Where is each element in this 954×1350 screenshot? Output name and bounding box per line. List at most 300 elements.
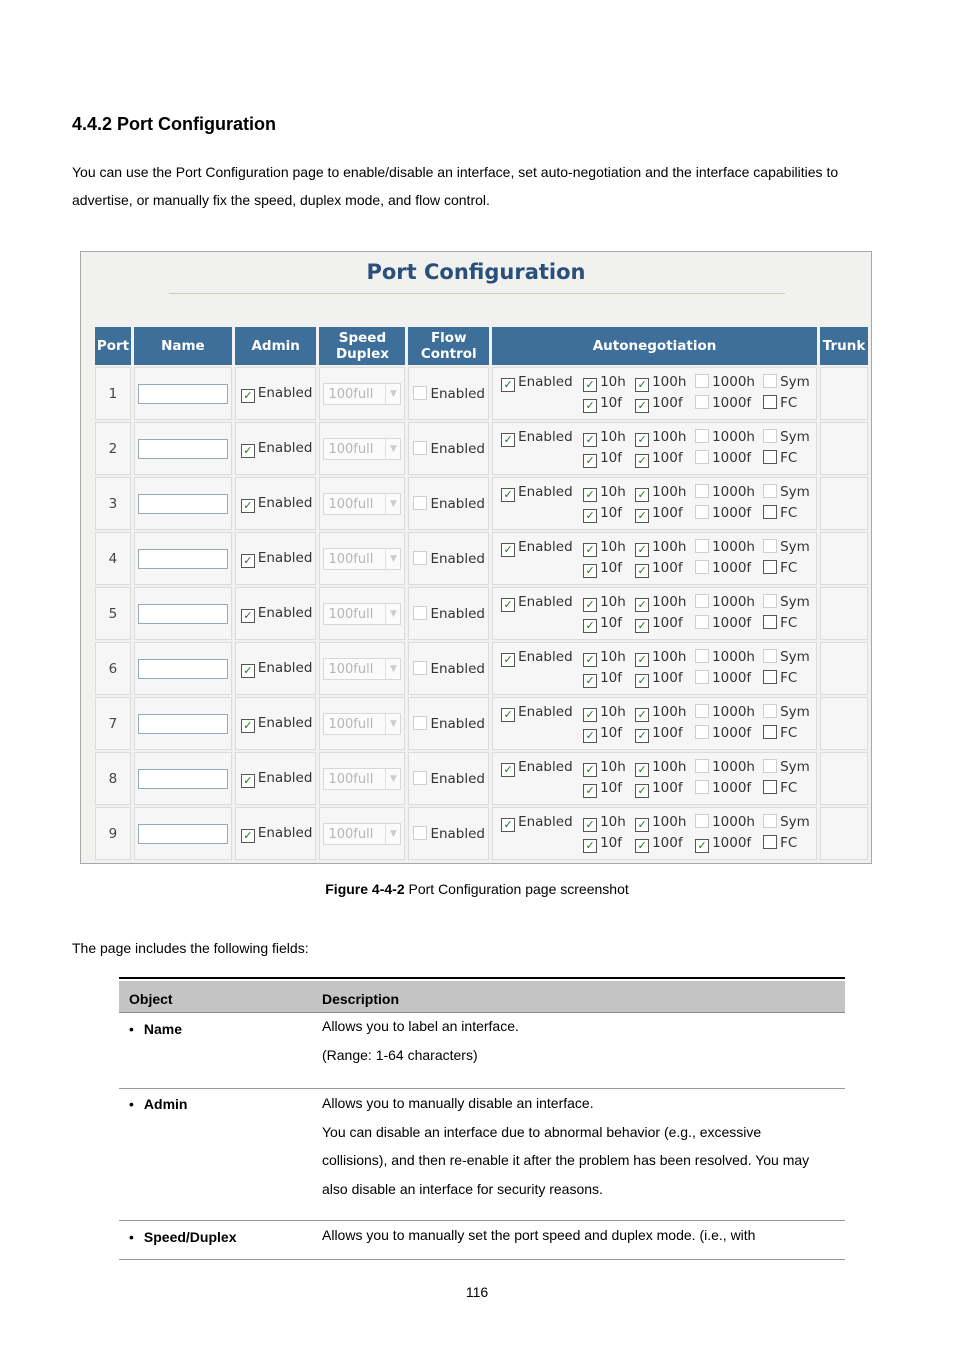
- name-cell: [134, 532, 232, 585]
- checkbox-label: Enabled: [257, 769, 313, 786]
- checkbox-label: 100h: [652, 814, 687, 830]
- checkbox[interactable]: [413, 716, 427, 730]
- checkbox[interactable]: [763, 429, 777, 443]
- checkbox-label: 1000f: [712, 670, 752, 686]
- checkbox-label: 1000f: [712, 450, 752, 466]
- checkbox[interactable]: [763, 670, 777, 684]
- checkbox-label: Enabled: [430, 660, 485, 677]
- port-number: 4: [95, 532, 131, 585]
- name-input[interactable]: [138, 439, 228, 459]
- checkbox[interactable]: [695, 759, 709, 773]
- checkbox[interactable]: ✓: [583, 509, 597, 523]
- checkbox-label: Enabled: [430, 770, 485, 787]
- figure-caption: Figure 4-4-2 Port Configuration page screenshot: [325, 881, 629, 897]
- checkbox-label: FC: [780, 450, 798, 466]
- chevron-down-icon: ▼: [385, 604, 400, 624]
- checkbox[interactable]: ✓: [583, 708, 597, 722]
- port-row: [95, 532, 868, 585]
- admin-cell: [235, 807, 317, 860]
- port-number: 1: [95, 367, 131, 420]
- checkbox[interactable]: [413, 386, 427, 400]
- admin-cell: [235, 477, 317, 530]
- admin-cell: [235, 752, 317, 805]
- flow-control-cell: [408, 807, 489, 860]
- checkbox-label: 1000h: [712, 374, 755, 390]
- checkbox-label: 10h: [600, 429, 626, 445]
- trunk-cell: [820, 642, 868, 695]
- speed-duplex-select[interactable]: 100full ▼: [323, 823, 401, 845]
- name-input[interactable]: [138, 769, 228, 789]
- checkbox[interactable]: ✓: [635, 488, 649, 502]
- admin-cell: [235, 697, 317, 750]
- speed-duplex-select[interactable]: 100full ▼: [323, 658, 401, 680]
- checkbox[interactable]: [763, 780, 777, 794]
- name-cell: [134, 422, 232, 475]
- checkbox[interactable]: ✓: [501, 653, 515, 667]
- admin-cell: [235, 532, 317, 585]
- checkbox[interactable]: ✓: [635, 818, 649, 832]
- checkbox-label: 10f: [600, 560, 623, 576]
- trunk-cell: [820, 807, 868, 860]
- checkbox[interactable]: ✓: [241, 774, 255, 788]
- description-speed-duplex: Allows you to manually set the port speed and duplex mode. (i.e., with: [322, 1227, 756, 1243]
- fields-intro: The page includes the following fields:: [72, 940, 309, 956]
- checkbox[interactable]: [413, 661, 427, 675]
- checkbox-label: 10f: [600, 780, 623, 796]
- checkbox-label: 100f: [652, 505, 683, 521]
- checkbox[interactable]: ✓: [583, 598, 597, 612]
- autonegotiation-cell: [492, 807, 817, 860]
- checkbox[interactable]: ✓: [241, 829, 255, 843]
- table-row: [119, 1013, 845, 1089]
- checkbox[interactable]: ✓: [501, 763, 515, 777]
- checkbox[interactable]: ✓: [635, 653, 649, 667]
- checkbox[interactable]: ✓: [501, 378, 515, 392]
- checkbox-label: 1000h: [712, 539, 755, 555]
- checkbox[interactable]: [763, 395, 777, 409]
- checkbox-label: 100f: [652, 725, 683, 741]
- checkbox[interactable]: ✓: [635, 378, 649, 392]
- checkbox-label: Enabled: [518, 429, 573, 445]
- checkbox[interactable]: [763, 505, 777, 519]
- trunk-cell: [820, 752, 868, 805]
- checkbox[interactable]: ✓: [241, 444, 255, 458]
- checkbox-label: 100f: [652, 395, 683, 411]
- checkbox-label: 10h: [600, 374, 626, 390]
- checkbox-label: FC: [780, 670, 798, 686]
- port-number: 6: [95, 642, 131, 695]
- port-row: [95, 807, 868, 860]
- checkbox[interactable]: ✓: [583, 818, 597, 832]
- checkbox-label: 10f: [600, 835, 623, 851]
- checkbox[interactable]: [763, 450, 777, 464]
- flow-control-cell: [408, 587, 489, 640]
- speed-duplex-cell: [319, 422, 405, 475]
- checkbox-label: Enabled: [257, 384, 313, 401]
- checkbox-label: 10h: [600, 704, 626, 720]
- checkbox-label: 1000f: [712, 395, 752, 411]
- checkbox-label: 1000h: [712, 484, 755, 500]
- name-input[interactable]: [138, 384, 228, 404]
- flow-control-cell: [408, 642, 489, 695]
- checkbox[interactable]: ✓: [583, 619, 597, 633]
- port-number: 5: [95, 587, 131, 640]
- checkbox[interactable]: [695, 704, 709, 718]
- checkbox-label: 10h: [600, 649, 626, 665]
- flow-control-cell: [408, 752, 489, 805]
- section-title: 4.4.2 Port Configuration: [72, 114, 277, 134]
- checkbox[interactable]: [763, 835, 777, 849]
- table-top-rule: [119, 977, 845, 979]
- checkbox[interactable]: ✓: [635, 674, 649, 688]
- checkbox-label: 1000h: [712, 594, 755, 610]
- speed-duplex-cell: [319, 752, 405, 805]
- checkbox[interactable]: [695, 649, 709, 663]
- checkbox[interactable]: ✓: [501, 433, 515, 447]
- checkbox-label: 1000f: [712, 615, 752, 631]
- speed-duplex-select[interactable]: 100full ▼: [323, 548, 401, 570]
- checkbox-label: Enabled: [257, 824, 313, 841]
- checkbox[interactable]: ✓: [583, 454, 597, 468]
- trunk-cell: [820, 697, 868, 750]
- checkbox[interactable]: [695, 429, 709, 443]
- checkbox[interactable]: ✓: [241, 499, 255, 513]
- checkbox[interactable]: ✓: [635, 729, 649, 743]
- checkbox-label: 10f: [600, 505, 623, 521]
- port-configuration-screenshot: [80, 251, 872, 864]
- checkbox[interactable]: ✓: [635, 433, 649, 447]
- description-name: Allows you to label an interface. (Range: 1-64 characters): [322, 1018, 519, 1063]
- checkbox[interactable]: [763, 615, 777, 629]
- checkbox-label: Sym: [780, 429, 810, 445]
- checkbox-label: Enabled: [430, 715, 485, 732]
- checkbox-label: 10h: [600, 484, 626, 500]
- checkbox-label: Enabled: [518, 374, 573, 390]
- flow-control-cell: [408, 422, 489, 475]
- checkbox[interactable]: [763, 759, 777, 773]
- name-cell: [134, 752, 232, 805]
- checkbox-label: 100h: [652, 594, 687, 610]
- checkbox-label: 1000h: [712, 759, 755, 775]
- checkbox-label: Enabled: [518, 484, 573, 500]
- description-admin: Allows you to manually disable an interface. You can disable an interface due to abnormal behavior (e.g., excessive collisions), and then re-enable it after the problem has been resolved. You may also disable an interface for security reasons.: [322, 1095, 810, 1197]
- port-row: [95, 752, 868, 805]
- port-row: [95, 642, 868, 695]
- checkbox[interactable]: ✓: [635, 543, 649, 557]
- object-admin: • Admin: [129, 1096, 187, 1112]
- checkbox-label: Sym: [780, 539, 810, 555]
- checkbox-label: Enabled: [430, 825, 485, 842]
- checkbox[interactable]: ✓: [583, 839, 597, 853]
- checkbox-label: 100h: [652, 649, 687, 665]
- fields-table: [119, 977, 845, 1260]
- port-config-table: [92, 325, 871, 862]
- checkbox[interactable]: [695, 484, 709, 498]
- checkbox-label: Sym: [780, 814, 810, 830]
- table-row: [119, 1089, 845, 1221]
- header-port: Port: [95, 327, 131, 365]
- checkbox[interactable]: [763, 704, 777, 718]
- checkbox[interactable]: ✓: [635, 564, 649, 578]
- checkbox-label: Enabled: [430, 495, 485, 512]
- header-flow-control: Flow Control: [408, 327, 489, 365]
- checkbox-label: 100h: [652, 484, 687, 500]
- port-rows: [95, 367, 868, 860]
- checkbox-label: Sym: [780, 649, 810, 665]
- name-input[interactable]: [138, 659, 228, 679]
- checkbox-label: 100f: [652, 670, 683, 686]
- checkbox[interactable]: ✓: [583, 674, 597, 688]
- speed-duplex-select[interactable]: 100full ▼: [323, 713, 401, 735]
- checkbox[interactable]: ✓: [501, 708, 515, 722]
- admin-cell: [235, 367, 317, 420]
- autonegotiation-cell: [492, 642, 817, 695]
- checkbox-label: Sym: [780, 594, 810, 610]
- checkbox[interactable]: ✓: [583, 729, 597, 743]
- checkbox[interactable]: [695, 374, 709, 388]
- chevron-down-icon: ▼: [385, 549, 400, 569]
- checkbox-label: FC: [780, 395, 798, 411]
- checkbox[interactable]: [695, 780, 709, 794]
- checkbox[interactable]: [695, 450, 709, 464]
- checkbox[interactable]: [413, 441, 427, 455]
- checkbox-label: 100f: [652, 560, 683, 576]
- name-input[interactable]: [138, 824, 228, 844]
- checkbox-label: Sym: [780, 704, 810, 720]
- checkbox[interactable]: [763, 560, 777, 574]
- chevron-down-icon: ▼: [385, 384, 400, 404]
- checkbox-label: 10f: [600, 670, 623, 686]
- speed-duplex-select[interactable]: 100full ▼: [323, 493, 401, 515]
- checkbox[interactable]: [763, 594, 777, 608]
- checkbox[interactable]: [695, 395, 709, 409]
- checkbox[interactable]: [695, 615, 709, 629]
- name-cell: [134, 807, 232, 860]
- admin-cell: [235, 422, 317, 475]
- port-number: 7: [95, 697, 131, 750]
- checkbox[interactable]: [695, 505, 709, 519]
- trunk-cell: [820, 587, 868, 640]
- speed-duplex-cell: [319, 477, 405, 530]
- intro-paragraph: You can use the Port Configuration page to enable/disable an interface, set auto-negotiation and the interface capabilities to advertise, or manually fix the speed, duplex mode, and flow control.: [72, 164, 839, 208]
- autonegotiation-cell: [492, 532, 817, 585]
- port-number: 2: [95, 422, 131, 475]
- checkbox[interactable]: ✓: [241, 389, 255, 403]
- checkbox[interactable]: ✓: [583, 784, 597, 798]
- checkbox[interactable]: [763, 374, 777, 388]
- checkbox-label: Sym: [780, 374, 810, 390]
- checkbox-label: FC: [780, 505, 798, 521]
- checkbox-label: 10h: [600, 539, 626, 555]
- checkbox[interactable]: [695, 560, 709, 574]
- name-cell: [134, 367, 232, 420]
- speed-duplex-select[interactable]: 100full ▼: [323, 603, 401, 625]
- chevron-down-icon: ▼: [385, 659, 400, 679]
- checkbox[interactable]: ✓: [635, 454, 649, 468]
- checkbox-label: 10f: [600, 725, 623, 741]
- speed-duplex-select[interactable]: 100full ▼: [323, 768, 401, 790]
- checkbox[interactable]: [413, 771, 427, 785]
- checkbox[interactable]: ✓: [635, 763, 649, 777]
- checkbox-label: FC: [780, 725, 798, 741]
- chevron-down-icon: ▼: [385, 714, 400, 734]
- checkbox[interactable]: ✓: [583, 564, 597, 578]
- checkbox-label: Enabled: [518, 649, 573, 665]
- table-row: [119, 1221, 845, 1260]
- name-input[interactable]: [138, 714, 228, 734]
- checkbox[interactable]: ✓: [583, 433, 597, 447]
- checkbox[interactable]: [695, 539, 709, 553]
- checkbox-label: 10f: [600, 395, 623, 411]
- checkbox[interactable]: ✓: [583, 543, 597, 557]
- checkbox-label: FC: [780, 615, 798, 631]
- header-description: Description: [322, 991, 400, 1007]
- checkbox[interactable]: [413, 606, 427, 620]
- checkbox-label: Enabled: [518, 704, 573, 720]
- checkbox[interactable]: ✓: [501, 488, 515, 502]
- checkbox-label: 100h: [652, 539, 687, 555]
- fields-table-header: [119, 981, 845, 1013]
- checkbox-label: Enabled: [518, 759, 573, 775]
- checkbox[interactable]: ✓: [501, 543, 515, 557]
- name-cell: [134, 587, 232, 640]
- chevron-down-icon: ▼: [385, 439, 400, 459]
- name-cell: [134, 642, 232, 695]
- port-number: 8: [95, 752, 131, 805]
- flow-control-cell: [408, 532, 489, 585]
- page-number: 116: [465, 1284, 489, 1300]
- checkbox[interactable]: ✓: [635, 399, 649, 413]
- admin-cell: [235, 587, 317, 640]
- checkbox[interactable]: ✓: [583, 763, 597, 777]
- autonegotiation-cell: [492, 697, 817, 750]
- checkbox-label: 100h: [652, 429, 687, 445]
- checkbox[interactable]: ✓: [583, 399, 597, 413]
- autonegotiation-cell: [492, 367, 817, 420]
- name-input[interactable]: [138, 549, 228, 569]
- trunk-cell: [820, 477, 868, 530]
- speed-duplex-select[interactable]: 100full ▼: [323, 438, 401, 460]
- chevron-down-icon: ▼: [385, 769, 400, 789]
- checkbox[interactable]: ✓: [635, 598, 649, 612]
- checkbox-label: 1000f: [712, 505, 752, 521]
- checkbox-label: 100f: [652, 835, 683, 851]
- speed-duplex-cell: [319, 697, 405, 750]
- checkbox[interactable]: [695, 594, 709, 608]
- checkbox-label: 100h: [652, 759, 687, 775]
- checkbox[interactable]: ✓: [635, 839, 649, 853]
- checkbox[interactable]: ✓: [501, 598, 515, 612]
- checkbox[interactable]: ✓: [695, 839, 709, 853]
- checkbox-label: 1000h: [712, 429, 755, 445]
- checkbox-label: FC: [780, 835, 798, 851]
- checkbox[interactable]: [763, 814, 777, 828]
- name-input[interactable]: [138, 494, 228, 514]
- checkbox-label: Enabled: [430, 605, 485, 622]
- speed-duplex-select[interactable]: 100full ▼: [323, 383, 401, 405]
- checkbox-label: Enabled: [430, 385, 485, 402]
- checkbox[interactable]: [763, 725, 777, 739]
- port-row: [95, 422, 868, 475]
- checkbox[interactable]: ✓: [635, 619, 649, 633]
- checkbox-label: 100f: [652, 615, 683, 631]
- checkbox-label: Sym: [780, 484, 810, 500]
- admin-cell: [235, 642, 317, 695]
- checkbox-label: 100f: [652, 780, 683, 796]
- object-speed-duplex: • Speed/Duplex: [129, 1229, 237, 1245]
- checkbox-label: Enabled: [257, 439, 313, 456]
- flow-control-cell: [408, 477, 489, 530]
- header-speed-duplex: Speed Duplex: [319, 327, 405, 365]
- checkbox-label: Sym: [780, 759, 810, 775]
- checkbox[interactable]: ✓: [635, 509, 649, 523]
- checkbox[interactable]: [763, 484, 777, 498]
- name-input[interactable]: [138, 604, 228, 624]
- checkbox-label: Enabled: [518, 814, 573, 830]
- name-cell: [134, 477, 232, 530]
- checkbox[interactable]: ✓: [583, 653, 597, 667]
- checkbox[interactable]: ✓: [635, 708, 649, 722]
- checkbox-label: 100h: [652, 704, 687, 720]
- screenshot-title: Port Configuration: [366, 260, 586, 284]
- checkbox-label: 1000h: [712, 649, 755, 665]
- checkbox-label: 10h: [600, 814, 626, 830]
- speed-duplex-cell: [319, 532, 405, 585]
- header-object: Object: [129, 991, 173, 1007]
- checkbox[interactable]: [413, 496, 427, 510]
- checkbox-label: 1000f: [712, 560, 752, 576]
- checkbox-label: Enabled: [257, 604, 313, 621]
- checkbox-label: 1000h: [712, 704, 755, 720]
- checkbox-label: 10h: [600, 759, 626, 775]
- checkbox[interactable]: [695, 670, 709, 684]
- port-number: 9: [95, 807, 131, 860]
- header-name: Name: [134, 327, 232, 365]
- checkbox[interactable]: ✓: [583, 488, 597, 502]
- checkbox[interactable]: ✓: [241, 609, 255, 623]
- speed-duplex-cell: [319, 807, 405, 860]
- chevron-down-icon: ▼: [385, 494, 400, 514]
- autonegotiation-cell: [492, 587, 817, 640]
- object-name: • Name: [129, 1021, 182, 1037]
- checkbox-label: 10f: [600, 450, 623, 466]
- checkbox[interactable]: ✓: [241, 664, 255, 678]
- checkbox-label: Enabled: [430, 550, 485, 567]
- name-cell: [134, 697, 232, 750]
- checkbox[interactable]: ✓: [635, 784, 649, 798]
- checkbox[interactable]: ✓: [501, 818, 515, 832]
- checkbox-label: 1000f: [712, 780, 752, 796]
- checkbox-label: 1000h: [712, 814, 755, 830]
- checkbox-label: FC: [780, 560, 798, 576]
- trunk-cell: [820, 422, 868, 475]
- checkbox[interactable]: [763, 539, 777, 553]
- checkbox[interactable]: [695, 725, 709, 739]
- header-autonegotiation: Autonegotiation: [492, 327, 817, 365]
- checkbox[interactable]: [695, 814, 709, 828]
- checkbox[interactable]: ✓: [583, 378, 597, 392]
- checkbox[interactable]: [763, 649, 777, 663]
- checkbox[interactable]: [413, 826, 427, 840]
- trunk-cell: [820, 532, 868, 585]
- port-row: [95, 477, 868, 530]
- flow-control-cell: [408, 697, 489, 750]
- checkbox[interactable]: [413, 551, 427, 565]
- port-row: [95, 367, 868, 420]
- checkbox[interactable]: ✓: [241, 554, 255, 568]
- checkbox[interactable]: ✓: [241, 719, 255, 733]
- checkbox-label: Enabled: [518, 539, 573, 555]
